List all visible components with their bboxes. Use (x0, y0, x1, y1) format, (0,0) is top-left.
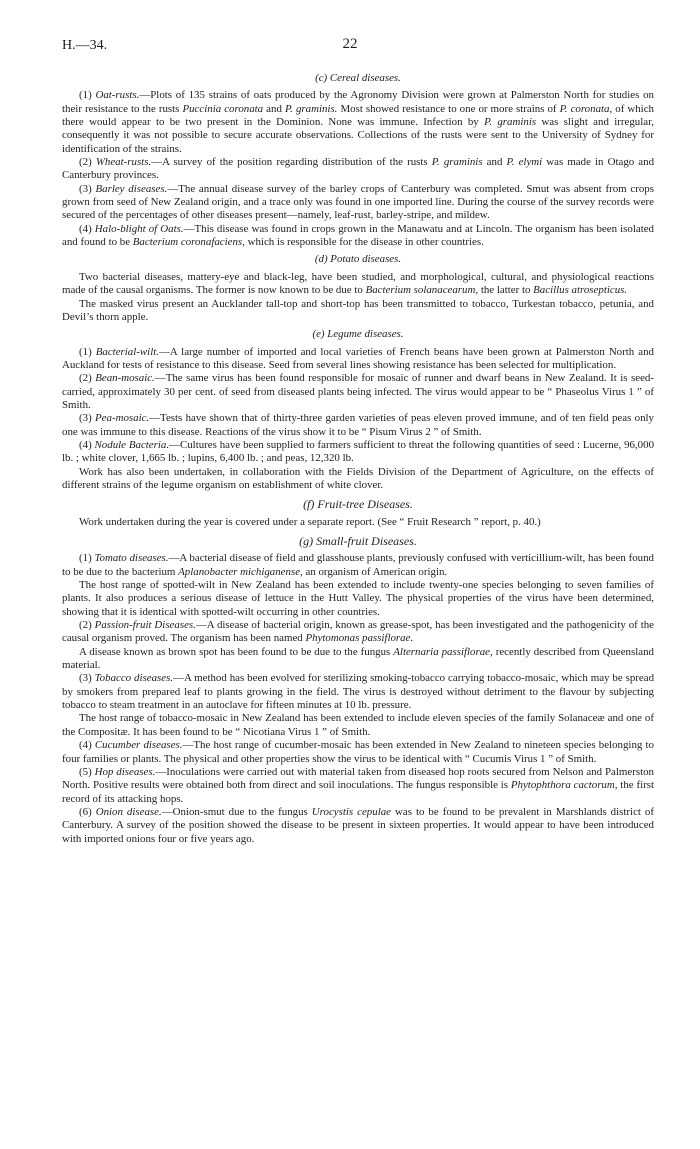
italic-term: P. elymi (506, 156, 543, 169)
text-run: the first record of its attacking hops. (62, 779, 654, 805)
italic-term: Oat-rusts. (95, 89, 140, 102)
text-run: Two bacterial diseases, mattery-eye and black-leg, have been studied, and morphological, cultural, and physiological reactions made of the causal organisms. The former is now known to be due to (62, 270, 654, 297)
text-run: Work has also been undertaken, in collaboration with the Fields Division of the Department of Agriculture, on the effects of different strains of the legume organism on establishment of white clover. (62, 465, 654, 491)
italic-term: Bean-mosaic. (95, 372, 155, 385)
text-run: —Plots of 135 strains of oats produced by the Agronomy Division were grown at Palmerston North for studies on their resistance to the rusts (62, 89, 655, 115)
paragraph (62, 672, 654, 712)
paragraph (62, 412, 654, 439)
text-run: (1) (79, 345, 96, 358)
text-run: —A survey of the position regarding distribution of the rusts (151, 156, 432, 169)
text-run: —The same virus has been found responsible for mosaic of runner and dwarf beans in New Zealand. It is seed-carried, approximately 30 per cent. of seed from diseased plants being infected. The virus would appear to be “ Phaseolus Virus 1 ” of Smith. (62, 372, 655, 411)
section-heading: (f) Fruit-tree Diseases. (303, 497, 413, 512)
section-heading: (c) Cereal diseases. (315, 72, 401, 84)
text-run: was slight and irregular, consequently it was not possible to secure accurate observations. Collections of the rusts were sent to the University of Sydney for identification of the strains. (62, 116, 654, 155)
italic-term: Urocystis cepulae (311, 805, 392, 818)
text-run: (1) (79, 89, 96, 102)
text-run: —Onion-smut due to the fungus (161, 805, 312, 818)
paragraph (62, 183, 654, 223)
italic-term: Wheat-rusts. (95, 156, 152, 169)
italic-term: Bacterium coronafaciens, (132, 236, 245, 249)
paragraph (62, 516, 654, 529)
paragraph (62, 372, 654, 412)
text-run: (1) (79, 552, 95, 565)
text-run: (2) (79, 372, 96, 385)
italic-term: Onion disease. (95, 805, 162, 818)
text-run: (4) (79, 739, 95, 752)
text-run: (4) (79, 222, 95, 235)
paragraph (62, 439, 654, 466)
text-run: —This disease was found in crops grown in the Manawatu and at Lincoln. The organism has been isolated and found to be (62, 222, 654, 249)
page-number: 22 (342, 36, 358, 52)
paragraph (62, 739, 654, 766)
italic-term: Phytophthora cactorum, (510, 779, 618, 792)
text-run: and (263, 102, 285, 115)
text-run: The host range of tobacco-mosaic in New Zealand has been extended to include eleven species of the family Solanaceæ and one of the Compositæ. It has been found to be “ Nicotiana Virus 1 ” of Smith. (62, 712, 654, 738)
text-run: (3) (79, 182, 96, 195)
italic-term: P. graminis. (284, 102, 338, 115)
text-run: and (482, 156, 507, 169)
italic-term: Tobacco diseases. (94, 672, 174, 685)
paragraph (62, 346, 654, 373)
italic-term: Bacillus atrosepticus. (533, 284, 628, 297)
paragraph (62, 89, 654, 156)
text-run: Work undertaken during the year is covered under a separate report. (See “ Fruit Research ” report, p. 40.) (79, 515, 541, 528)
paragraph (62, 579, 654, 619)
text-run: an organism of American origin. (302, 565, 448, 578)
text-run: (2) (79, 156, 96, 169)
italic-term: Halo-blight of Oats. (94, 222, 184, 235)
paragraph (62, 646, 654, 673)
italic-term: Hop diseases. (94, 765, 156, 778)
text-run: (3) (79, 672, 95, 685)
paragraph (62, 298, 654, 325)
italic-term: Bacterial-wilt. (95, 345, 159, 358)
italic-term: Puccinia coronata (182, 102, 264, 115)
text-run: —A bacterial disease of field and glasshouse plants, previously confused with verticillium-wilt, has been found to be due to the bacterium (62, 552, 655, 578)
text-run: (2) (79, 619, 95, 632)
text-run: —The host range of cucumber-mosaic has been extended in New Zealand to nineteen species belonging to four families or plants. The physical and other properties show the virus to be identical with “ Cucumis Virus 1 ” of Smith. (62, 739, 654, 765)
italic-term: Cucumber diseases. (94, 739, 183, 752)
text-run: (3) (79, 412, 96, 425)
report-code: H.—34. (62, 38, 108, 53)
italic-term: Passion-fruit Diseases. (94, 619, 196, 632)
text-run: of which there would appear to be two present in the Dominion. None was immune. Infection by (62, 102, 654, 129)
section-heading: (e) Legume diseases. (312, 328, 404, 341)
italic-term: P. coronata, (559, 102, 613, 115)
text-run: —A method has been evolved for sterilizing smoking-tobacco carrying tobacco-mosaic, which may be spread by smokers from prepared leaf to plants growing in the field. The virus is destroyed without detriment to the flavour by subjecting tobacco to steam treatment in an autoclave for fifteen minutes at 10 lb. pressure. (62, 672, 655, 712)
section-heading: (g) Small-fruit Diseases. (299, 534, 417, 548)
text-run: recently described from Queensland material. (62, 645, 654, 672)
text-run: (4) (79, 438, 95, 451)
italic-term: Barley diseases. (95, 182, 168, 195)
italic-term: Aplanobacter michiganense, (178, 565, 303, 578)
document-body (62, 68, 654, 846)
text-run: The host range of spotted-wilt in New Zealand has been extended to include twenty-one species belonging to seven families of plants. It also produces a serious disease of lettuce in the Hutt Valley. The physical properties of the virus have been determined, showing that it is identical with spotted-wilt occurring in other countries. (62, 579, 654, 618)
italic-term: Phytomonas passiflorae. (305, 632, 414, 645)
paragraph (62, 223, 654, 250)
text-run: —A disease of bacterial origin, known as grease-spot, has been investigated and the pathogenicity of the causal organism proved. The organism has been named (62, 619, 655, 645)
paragraph (62, 806, 654, 846)
paragraph (62, 712, 654, 739)
text-run: —Inoculations were carried out with material taken from diseased hop roots secured from Nelson and Palmerston North. Positive results were obtained both from direct and soil inoculations. The fungus responsible is (62, 765, 654, 792)
text-run: Most showed resistance to one or more strains of (337, 102, 560, 115)
paragraph (62, 271, 654, 298)
italic-term: Pea-mosaic. (95, 412, 150, 425)
paragraph (62, 466, 654, 493)
italic-term: Alternaria passiflorae, (393, 645, 493, 658)
text-run: The masked virus present an Aucklander tall-top and short-top has been transmitted to tobacco, Turkestan tobacco, petunia, and Devil’s thorn apple. (62, 297, 654, 323)
text-run: (6) (79, 805, 96, 818)
paragraph (62, 766, 654, 806)
italic-term: Nodule Bacteria. (94, 438, 170, 451)
paragraph (62, 552, 654, 579)
text-run: the latter to (478, 284, 534, 297)
text-run: which is responsible for the disease in other countries. (244, 236, 484, 249)
text-run: was made in Otago and Canterbury provinces. (62, 156, 655, 182)
italic-term: P. graminis (484, 116, 537, 129)
text-run: —The annual disease survey of the barley crops of Canterbury was completed. Smut was absent from crops grown from seed of New Zealand origin, and a trace only was found in one imported line. During the course of the survey records were secured of the percentages of other diseases present—namely, leaf-rust, barley-stripe, and mildew. (62, 182, 654, 222)
text-run: (5) (79, 765, 95, 778)
italic-term: Bacterium solanacearum, (365, 284, 479, 297)
section-heading: (d) Potato diseases. (314, 253, 402, 266)
italic-term: P. graminis (431, 156, 483, 169)
paragraph (62, 156, 654, 183)
paragraph (62, 619, 654, 646)
text-run: —A large number of imported and local varieties of French beans have been grown at Palmerston North and Auckland for tests of resistance to this disease. Seed from several lines showing resistance has been selected for multiplication. (62, 345, 654, 371)
italic-term: Tomato diseases. (94, 552, 169, 565)
text-run: —Cultures have been supplied to farmers sufficient to threat the following quantities of seed : Lucerne, 96,000 lb. ; white clover, 1,665 lb. ; lupins, 6,400 lb. ; and peas, 12,320 lb. (62, 438, 655, 465)
text-run: —Tests have shown that of thirty-three garden varieties of peas eleven proved immune, and of ten field peas only one was immune to this disease. Reactions of the virus show it to be “ Pisum Virus 2 ” of Smith. (62, 412, 654, 438)
text-run: was to be found to be prevalent in Marshlands district of Canterbury. A survey of the position showed the disease to be present in sixteen properties. It would appear to have been introduced with imported onions four or five years ago. (62, 805, 654, 845)
text-run: A disease known as brown spot has been found to be due to the fungus (79, 645, 394, 658)
